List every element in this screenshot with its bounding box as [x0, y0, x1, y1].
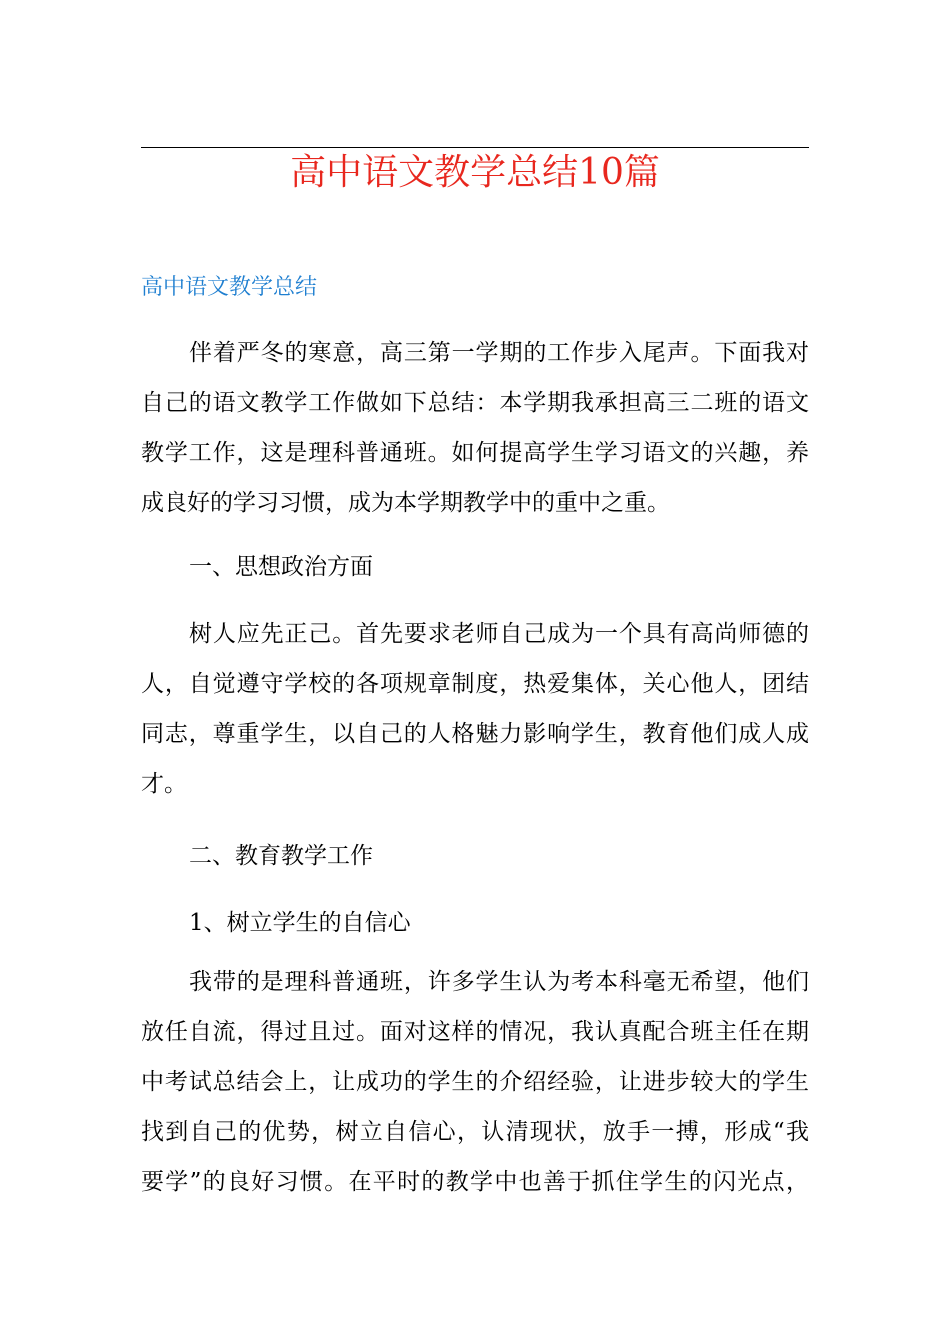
ethics-paragraph	[141, 609, 809, 809]
text-line: 树人应先正己。首先要求老师自己成为一个具有高尚师德的	[189, 621, 809, 647]
text-line: 人，自觉遵守学校的各项规章制度，热爱集体，关心他人，团结	[141, 671, 809, 697]
text-line: 成良好的学习习惯，成为本学期教学中的重中之重。	[141, 490, 670, 516]
text-line: 一、思想政治方面	[189, 554, 373, 580]
text-line: 同志，尊重学生，以自己的人格魅力影响学生，教育他们成人成	[141, 721, 809, 747]
text-line: 教学工作，这是理科普通班。如何提高学生学习语文的兴趣，养	[141, 440, 809, 466]
text-line: 二、教育教学工作	[189, 843, 373, 869]
header-rule	[141, 147, 809, 148]
text-line: 我带的是理科普通班，许多学生认为考本科毫无希望，他们	[189, 969, 809, 995]
subheading-teaching	[141, 831, 809, 881]
text-line: 找到自己的优势，树立自信心，认清现状，放手一搏，形成“我	[141, 1119, 809, 1145]
text-line: 中考试总结会上，让成功的学生的介绍经验，让进步较大的学生	[141, 1069, 809, 1095]
text-line: 才。	[141, 771, 187, 797]
intro-paragraph	[141, 328, 809, 528]
text-line: 要学”的良好习惯。在平时的教学中也善于抓住学生的闪光点，	[141, 1169, 809, 1195]
subheading-confidence	[141, 898, 809, 948]
text-line: 放任自流，得过且过。面对这样的情况，我认真配合班主任在期	[141, 1019, 809, 1045]
text-line: 伴着严冬的寒意，高三第一学期的工作步入尾声。下面我对	[189, 340, 809, 366]
text-line: 1、树立学生的自信心	[189, 910, 411, 936]
section-heading: 高中语文教学总结	[141, 275, 318, 300]
confidence-paragraph	[141, 957, 809, 1207]
subheading-ideology	[141, 542, 809, 592]
document-title: 高中语文教学总结10篇	[290, 152, 660, 193]
text-line: 自己的语文教学工作做如下总结：本学期我承担高三二班的语文	[141, 390, 809, 416]
